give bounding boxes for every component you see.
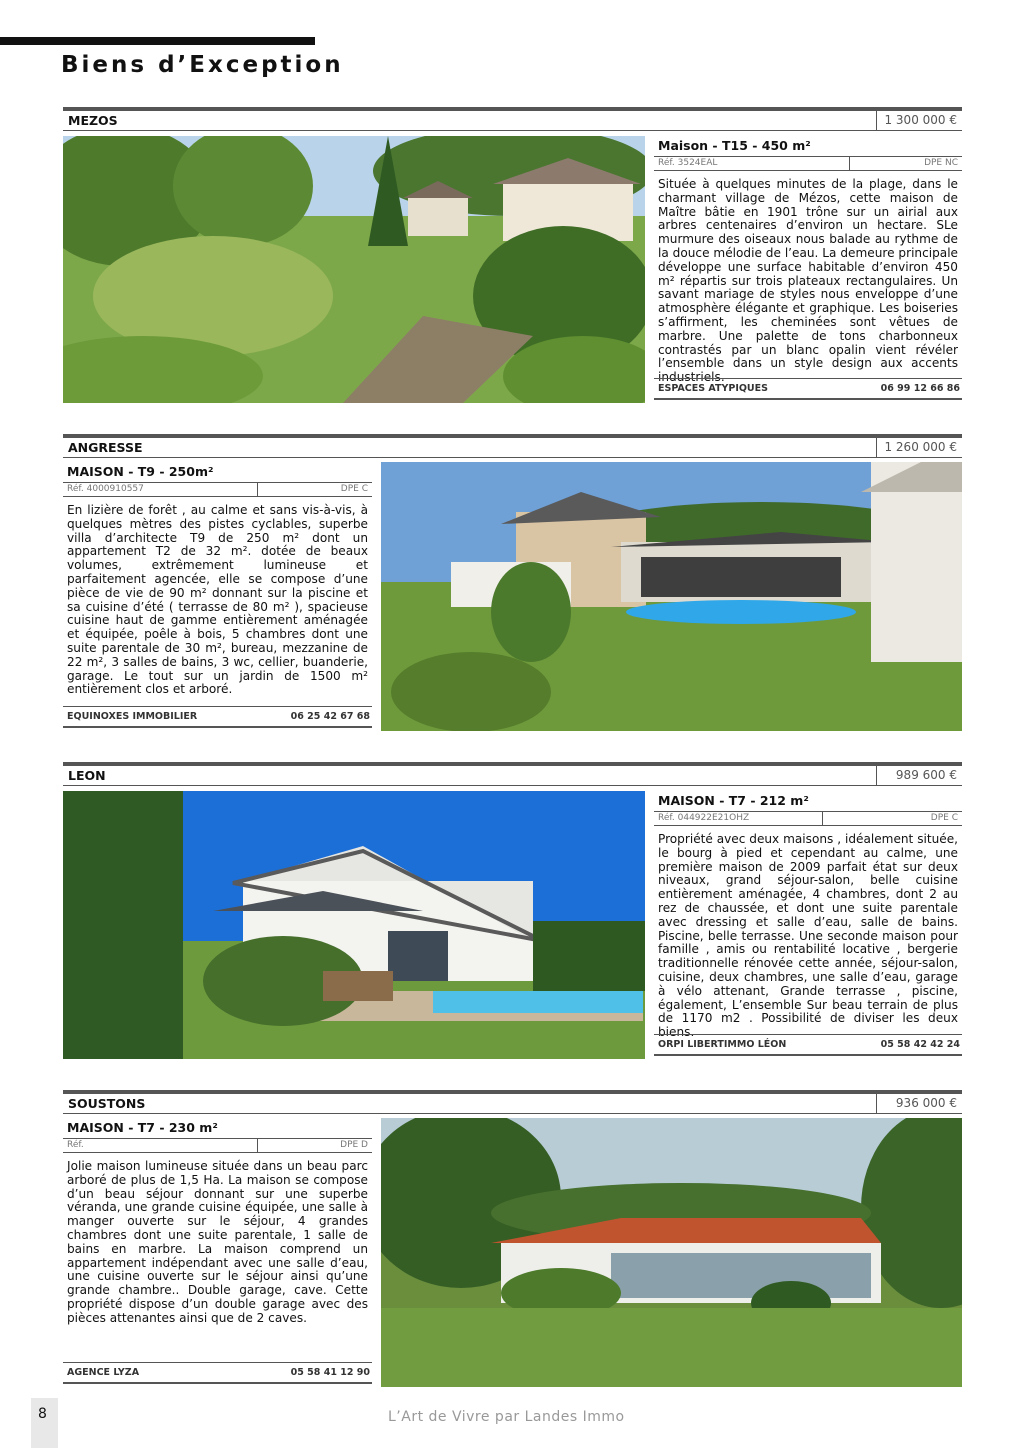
listing-price: 936 000 € [876,1094,962,1113]
listing-leon [63,762,962,1059]
listing-price: 1 260 000 € [876,438,962,457]
villa-pool-photo [381,462,962,731]
listing-agency-row [63,1362,372,1384]
listing-agency-row [63,706,372,728]
listing-details [63,1118,372,1387]
listing-agency: EQUINOXES IMMOBILIER [67,711,198,722]
listing-ref: Réf. [67,1140,84,1150]
listing-description: En lizière de forêt , au calme et sans vis-à-vis, à quelques mètres des pistes cyclables, superbe villa d’architecte T9 de 250 m² dont un appartement T2 de 32 m². dotée de beaux volumes, extrêmement lumineuse et parfaitement agencée, elle se compose d’une pièce de vie de 90 m² donnant sur la piscine et sa cuisine d’été ( terrasse de 80 m² ), spacieuse cuisine haut de gamme entièrement aménagée et équipée, poêle à bois, 5 chambres dont une suite parentale de 30 m², bureau, mezzanine de 22 m², 3 salles de bains, 3 wc, cellier, buanderie, garage. Le tout sur un jardin de 1500 m² entièrement clos et arboré. [67,503,368,697]
listing-phone: 06 25 42 67 68 [290,711,370,722]
white-house-pool-photo [63,791,645,1059]
listing-dpe: DPE D [340,1140,368,1150]
listing-title: MAISON - T9 - 250m² [67,464,214,479]
listing-agency-row [654,1034,962,1056]
listing-details [654,791,962,1059]
ref-divider [257,483,258,496]
listing-mezos [63,107,962,403]
listing-details [654,136,962,403]
listing-dpe: DPE C [930,813,958,823]
listing-details [63,462,372,731]
ref-divider [257,1139,258,1152]
page-title: Biens d’Exception [61,52,344,78]
listing-ref-row [654,811,962,826]
tile-roof-house-photo [381,1118,962,1387]
listing-description: Propriété avec deux maisons , idéalement située, le bourg à pied et cependant au calme, une première maison de 2009 parfait état sur deux niveaux, grand séjour-salon, belle cuisine entièrement aménagée, 4 chambres, dont 2 au rez de chaussée, et dont une suite parentale avec dressing et salle d’eau, salle de bains. Piscine, belle terrasse. Une seconde maison pour famille , amis ou rentabilité locative , bergerie traditionnelle rénovée cette année, séjour-salon, cuisine, deux chambres, une salle d’eau, garage à vélo attenant, Grande terrasse , piscine, également, L’ensemble Sur beau terrain de plus de 1170 m2 . Possibilité de diviser les deux biens. [658,832,958,1040]
listing-angresse [63,434,962,731]
listing-ref-row [654,156,962,171]
listing-title: MAISON - T7 - 212 m² [658,793,809,808]
listing-price: 1 300 000 € [876,111,962,130]
listing-description: Jolie maison lumineuse située dans un beau parc arboré de plus de 1,5 Ha. La maison se compose d’un beau séjour donnant sur une superbe véranda, une grande cuisine équipée, une salle à manger ouverte sur le séjour, 4 grandes chambres dont une suite parentale, 1 salle de bains en marbre. La maison comprend un appartement indépendant avec une salle d’eau, une cuisine ouverte sur le séjour ainsi qu’une grande chambre.. Double garage, cave. Cette propriété dispose d’un double garage avec des pièces attenantes ainsi que de 2 caves. [67,1159,368,1325]
page-number: 8 [38,1406,47,1422]
footer-tagline: L’Art de Vivre par Landes Immo [388,1409,625,1425]
listing-price: 989 600 € [876,766,962,785]
top-decorative-bar [0,37,315,45]
listing-dpe: DPE C [340,484,368,494]
listing-phone: 05 58 42 42 24 [880,1039,960,1050]
listing-agency: ORPI LIBERTIMMO LÉON [658,1039,787,1050]
listing-description: Située à quelques minutes de la plage, dans le charmant village de Mézos, cette maison de Maître bâtie en 1901 trône sur un airial aux arbres centenaires d’environ un hectare. SLe murmure des oiseaux nous balade au rythme de la douce mélodie de l’eau. La demeure principale développe une surface habitable d’environ 450 m² répartis sur trois plateaux rectangulaires. Un savant mariage de styles nous enveloppe d’une atmosphère élégante et graphique. Les boiseries s’affirment, les cheminées sont vêtues de marbre. Une palette de tons charbonneux contrastés par un blanc opalin vient révéler l’ensemble dans un style design aux accents industriels. [658,177,958,385]
listing-dpe: DPE NC [924,158,958,168]
listing-soustons [63,1090,962,1387]
listing-header [63,434,962,458]
ref-divider [849,157,850,170]
listing-phone: 06 99 12 66 86 [880,383,960,394]
listing-agency: ESPACES ATYPIQUES [658,383,768,394]
listing-ref-row [63,1138,372,1153]
listing-agency-row [654,378,962,400]
listing-town: MEZOS [68,113,118,128]
listing-town: ANGRESSE [68,440,143,455]
listing-title: Maison - T15 - 450 m² [658,138,811,153]
listing-header [63,1090,962,1114]
garden-house-photo [63,136,645,403]
listing-header [63,107,962,131]
listing-phone: 05 58 41 12 90 [290,1367,370,1378]
ref-divider [822,812,823,825]
listing-ref: Réf. 044922E21OHZ [658,813,750,823]
listing-town: LEON [68,768,106,783]
listing-title: MAISON - T7 - 230 m² [67,1120,218,1135]
listing-agency: AGENCE LYZA [67,1367,140,1378]
listing-ref: Réf. 4000910557 [67,484,144,494]
listing-header [63,762,962,786]
listing-town: SOUSTONS [68,1096,146,1111]
listing-ref: Réf. 3524EAL [658,158,718,168]
listing-ref-row [63,482,372,497]
